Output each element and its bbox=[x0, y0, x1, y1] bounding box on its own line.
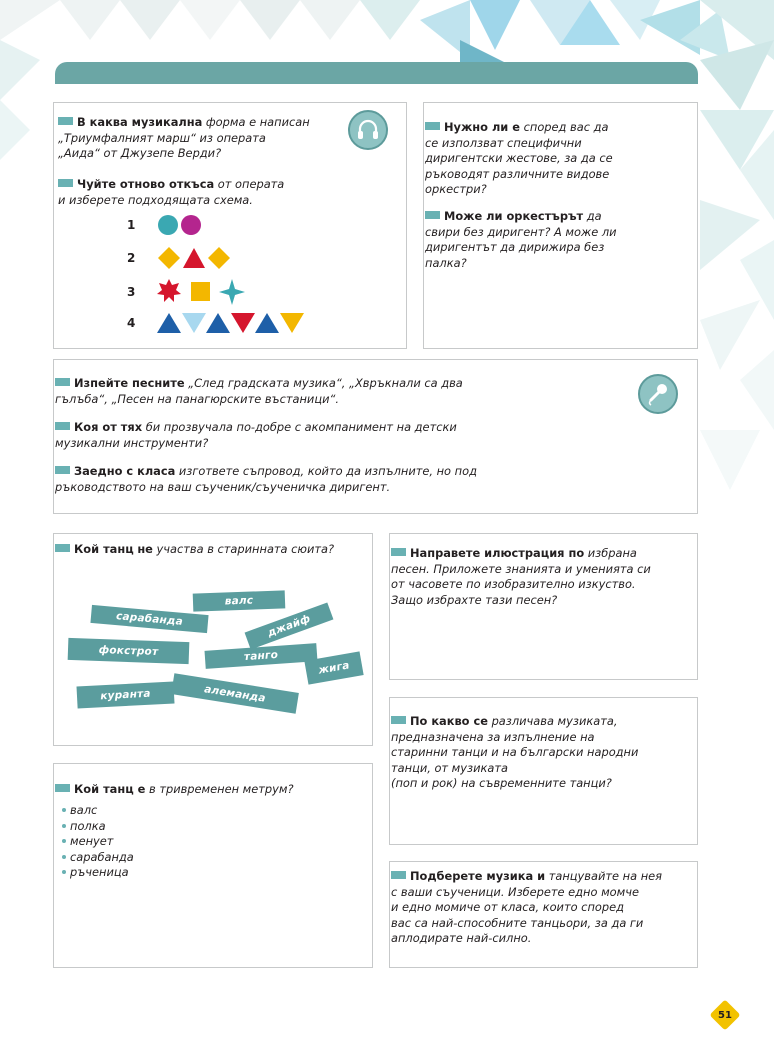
marker bbox=[58, 179, 73, 187]
yellow-square bbox=[191, 282, 210, 301]
magenta-circle bbox=[181, 215, 201, 235]
scheme-number: 1 bbox=[127, 218, 136, 232]
marker bbox=[55, 422, 70, 430]
scheme-4-shapes bbox=[157, 312, 307, 334]
box7-question: По какво се различава музиката, предназначена за изпълнение на старинни танци и на български народни танци, от музиката (поп и рок) на съвременните танци? bbox=[391, 714, 639, 790]
marker bbox=[391, 871, 406, 879]
teal-sparkle bbox=[219, 279, 245, 305]
box1-question1: В каква музикална форма е написан „Триумфалният марш“ из операта „Аида“ от Джузепе Верди? bbox=[58, 115, 310, 160]
marker bbox=[55, 784, 70, 792]
headphones-icon bbox=[355, 117, 381, 143]
top-triangle-pattern bbox=[0, 0, 730, 70]
list-item[interactable]: валс bbox=[62, 803, 134, 819]
right-triangle-pattern bbox=[700, 0, 774, 490]
lightblue-triangle-down bbox=[182, 313, 206, 333]
yellow-diamond bbox=[208, 247, 230, 269]
marker bbox=[391, 548, 406, 556]
yellow-triangle-down bbox=[280, 313, 304, 333]
list-item[interactable]: полка bbox=[62, 819, 134, 835]
bullet bbox=[62, 808, 66, 812]
navy-triangle bbox=[157, 313, 181, 333]
scheme-number: 2 bbox=[127, 251, 136, 265]
bullet bbox=[62, 824, 66, 828]
box4-question: Кой танц не участва в старинната сюита? bbox=[55, 542, 365, 558]
box1-question2: Чуйте отново откъса от операта и изберете подходящата схема. bbox=[58, 177, 285, 207]
box3-question1: Изпейте песните „След градската музика“, „Хвръкнали са два гълъба“, „Песен на панагюрските въстаници“. bbox=[55, 376, 463, 406]
dance-tag-foxtrot[interactable]: фокстрот bbox=[68, 638, 190, 664]
marker bbox=[58, 117, 73, 125]
scheme-number: 3 bbox=[127, 285, 136, 299]
meter-options-list bbox=[62, 803, 134, 881]
scheme-number: 4 bbox=[127, 316, 136, 330]
bullet bbox=[62, 855, 66, 859]
box3-question3: Заедно с класа изгответе съпровод, който да изпълните, но под ръководството на ваш съученик/съученичка диригент. bbox=[55, 464, 477, 494]
box2-question2: Може ли оркестърът да свири без диригент? А може ли диригентът да дирижира без палка? bbox=[425, 209, 617, 270]
page-number-badge bbox=[710, 1000, 740, 1030]
navy-triangle bbox=[255, 313, 279, 333]
marker bbox=[55, 378, 70, 386]
marker bbox=[55, 466, 70, 474]
scheme-3[interactable] bbox=[127, 278, 252, 306]
scheme-2[interactable] bbox=[127, 246, 247, 270]
box6-question: Направете илюстрация по избрана песен. Приложете знанията и уменията си от часовете по изобразително изкуство. Защо избрахте тази песен? bbox=[391, 546, 651, 607]
list-item[interactable]: менует bbox=[62, 834, 134, 850]
dance-tag-allemande[interactable]: алеманда bbox=[171, 673, 299, 713]
scheme-4[interactable] bbox=[127, 312, 307, 334]
dance-tag-jive[interactable]: джайф bbox=[245, 602, 334, 649]
list-item[interactable]: ръченица bbox=[62, 865, 134, 881]
scheme-1-shapes bbox=[157, 214, 217, 236]
box3-question2: Коя от тях би прозвучала по-добре с акомпанимент на детски музикални инструменти? bbox=[55, 420, 457, 450]
dance-tag-gigue[interactable]: жига bbox=[304, 651, 363, 684]
red-star bbox=[157, 279, 181, 302]
navy-triangle bbox=[206, 313, 230, 333]
marker bbox=[425, 122, 440, 130]
listening-badge bbox=[348, 110, 388, 150]
list-item[interactable]: сарабанда bbox=[62, 850, 134, 866]
bullet bbox=[62, 870, 66, 874]
marker bbox=[425, 211, 440, 219]
dance-tag-sarabande[interactable]: сарабанда bbox=[90, 605, 208, 633]
yellow-diamond bbox=[158, 247, 180, 269]
page-number: 51 bbox=[718, 1009, 732, 1021]
marker bbox=[55, 544, 70, 552]
bullet bbox=[62, 839, 66, 843]
left-triangle-pattern bbox=[0, 40, 40, 160]
marker bbox=[391, 716, 406, 724]
dance-tag-valse[interactable]: валс bbox=[193, 590, 286, 611]
header-band bbox=[55, 62, 698, 84]
red-triangle bbox=[183, 248, 205, 268]
teal-circle bbox=[158, 215, 178, 235]
singing-badge bbox=[638, 374, 678, 414]
scheme-1[interactable] bbox=[127, 214, 217, 236]
box5-question: Кой танц е в тривременен метрум? bbox=[55, 782, 365, 798]
dance-tag-tango[interactable]: танго bbox=[205, 643, 318, 669]
box8-question: Подберете музика и танцувайте на нея с ваши съученици. Изберете едно момче и едно момиче от класа, които според вас са най-способните танцьори, за да ги аплодирате най-силно. bbox=[391, 869, 663, 945]
red-triangle-down bbox=[231, 313, 255, 333]
dance-tag-courante[interactable]: куранта bbox=[76, 681, 174, 708]
microphone-icon bbox=[645, 381, 671, 407]
box2-question1: Нужно ли е според вас да се използват специфични диригентски жестове, за да се ръководят различните видове оркестри? bbox=[425, 120, 613, 196]
scheme-2-shapes bbox=[157, 246, 247, 270]
scheme-3-shapes bbox=[157, 278, 252, 306]
